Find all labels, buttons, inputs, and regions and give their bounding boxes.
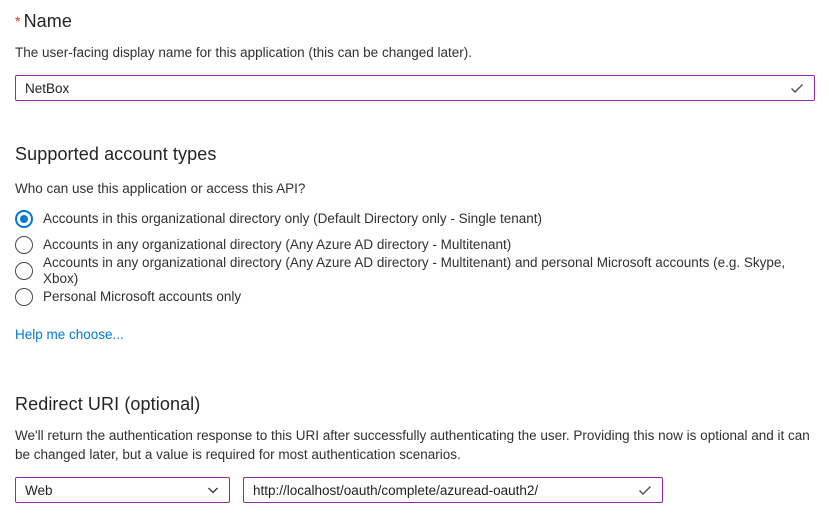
redirect-uri-input-container [243,477,663,503]
account-type-radio-group [15,206,815,310]
name-input-container [15,75,815,101]
redirect-uri-description: We'll return the authentication response to this URI after successfully authenticating the user. Providing this now is optional and it can be changed later, but a value is required for most authentication scenarios. [15,428,810,462]
redirect-uri-section [15,394,815,503]
name-description: The user-facing display name for this application (this can be changed later). [15,45,472,60]
account-types-question: Who can use this application or access this API? [15,181,306,196]
radio-button-icon[interactable] [15,210,33,228]
radio-label: Accounts in any organizational directory (Any Azure AD directory - Multitenant) [43,237,512,252]
platform-selected-value: Web [25,482,53,498]
name-title-text: Name [23,11,72,31]
required-asterisk: * [15,13,21,29]
name-section-title [15,11,815,31]
radio-button-icon[interactable] [15,288,33,306]
radio-personal-only[interactable] [15,284,815,310]
redirect-uri-title: Redirect URI (optional) [15,394,201,414]
radio-label: Accounts in any organizational directory (Any Azure AD directory - Multitenant) and personal Microsoft accounts (e.g. Skype, Xbox) [43,255,786,286]
radio-single-tenant[interactable] [15,206,815,232]
radio-button-icon[interactable] [15,236,33,254]
valid-check-icon [637,482,653,498]
redirect-uri-row [15,477,815,503]
supported-account-types-section [15,144,815,344]
radio-button-icon[interactable] [15,262,33,280]
name-section [15,11,815,101]
valid-check-icon [789,80,805,96]
radio-label: Personal Microsoft accounts only [43,289,242,304]
account-types-title: Supported account types [15,144,217,164]
name-input[interactable] [16,76,789,100]
radio-multitenant-personal[interactable] [15,255,815,286]
help-me-choose-link[interactable]: Help me choose... [15,327,124,342]
chevron-down-icon [206,483,220,497]
platform-select-dropdown[interactable] [15,477,230,503]
radio-label: Accounts in this organizational directory only (Default Directory only - Single tenant) [43,211,542,226]
redirect-uri-input[interactable] [244,478,637,502]
